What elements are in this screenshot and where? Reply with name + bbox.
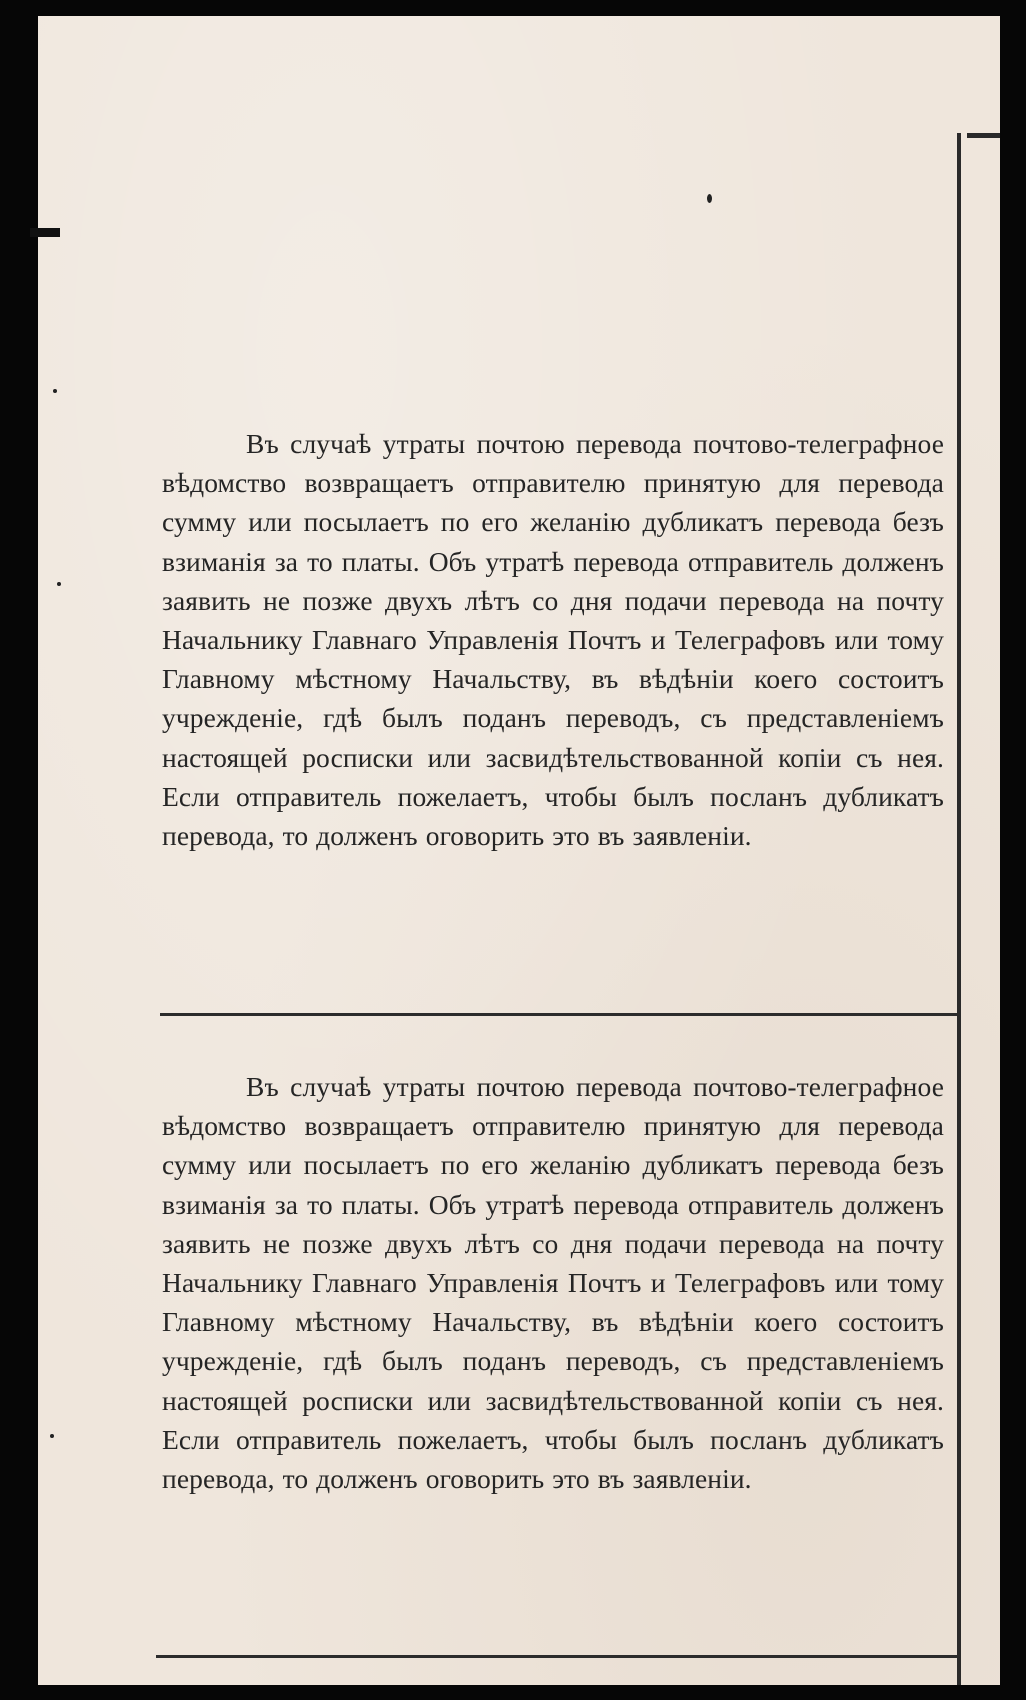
- notice-paragraph-bottom: Въ случаѣ утраты почтою перевода почтово-телеграфное вѣдомство возвращаетъ отправителю принятую для перевода сумму или посылаетъ по его желанію дубликатъ перевода безъ взиманія за то платы. Объ утратѣ перевода отправитель долженъ заявить не позже двухъ лѣтъ со дня подачи перевода на почту Начальнику Главнаго Управленія Почтъ и Телеграфовъ или тому Главному мѣстному Начальству, въ вѣдѣніи коего состоитъ учрежденіе, гдѣ былъ поданъ переводъ, съ представленіемъ настоящей росписки или засвидѣтельствованной копіи съ нея. Если отправитель пожелаетъ, чтобы былъ посланъ дубликатъ перевода, то долженъ оговорить это въ заявленіи.: [162, 1071, 944, 1495]
- ink-speck: [53, 389, 57, 393]
- bottom-divider-line: [156, 1655, 957, 1658]
- binding-mark: [30, 228, 60, 237]
- ink-speck: [707, 194, 712, 203]
- frame-border-top: [967, 133, 1000, 138]
- notice-paragraph-top: Въ случаѣ утраты почтою перевода почтово-телеграфное вѣдомство возвращаетъ отправителю принятую для перевода сумму или посылаетъ по его желанію дубликатъ перевода безъ взиманія за то платы. Объ утратѣ перевода отправитель долженъ заявить не позже двухъ лѣтъ со дня подачи перевода на почту Начальнику Главнаго Управленія Почтъ и Телеграфовъ или тому Главному мѣстному Начальству, въ вѣдѣніи коего состоитъ учрежденіе, гдѣ былъ поданъ переводъ, съ представленіемъ настоящей росписки или засвидѣтельствованной копіи съ нея. Если отправитель пожелаетъ, чтобы былъ посланъ дубликатъ перевода, то долженъ оговорить это въ заявленіи.: [162, 428, 944, 852]
- divider-line: [160, 1013, 957, 1016]
- ink-speck: [50, 1434, 54, 1438]
- frame-border-right: [957, 133, 961, 1685]
- ink-speck: [57, 582, 61, 586]
